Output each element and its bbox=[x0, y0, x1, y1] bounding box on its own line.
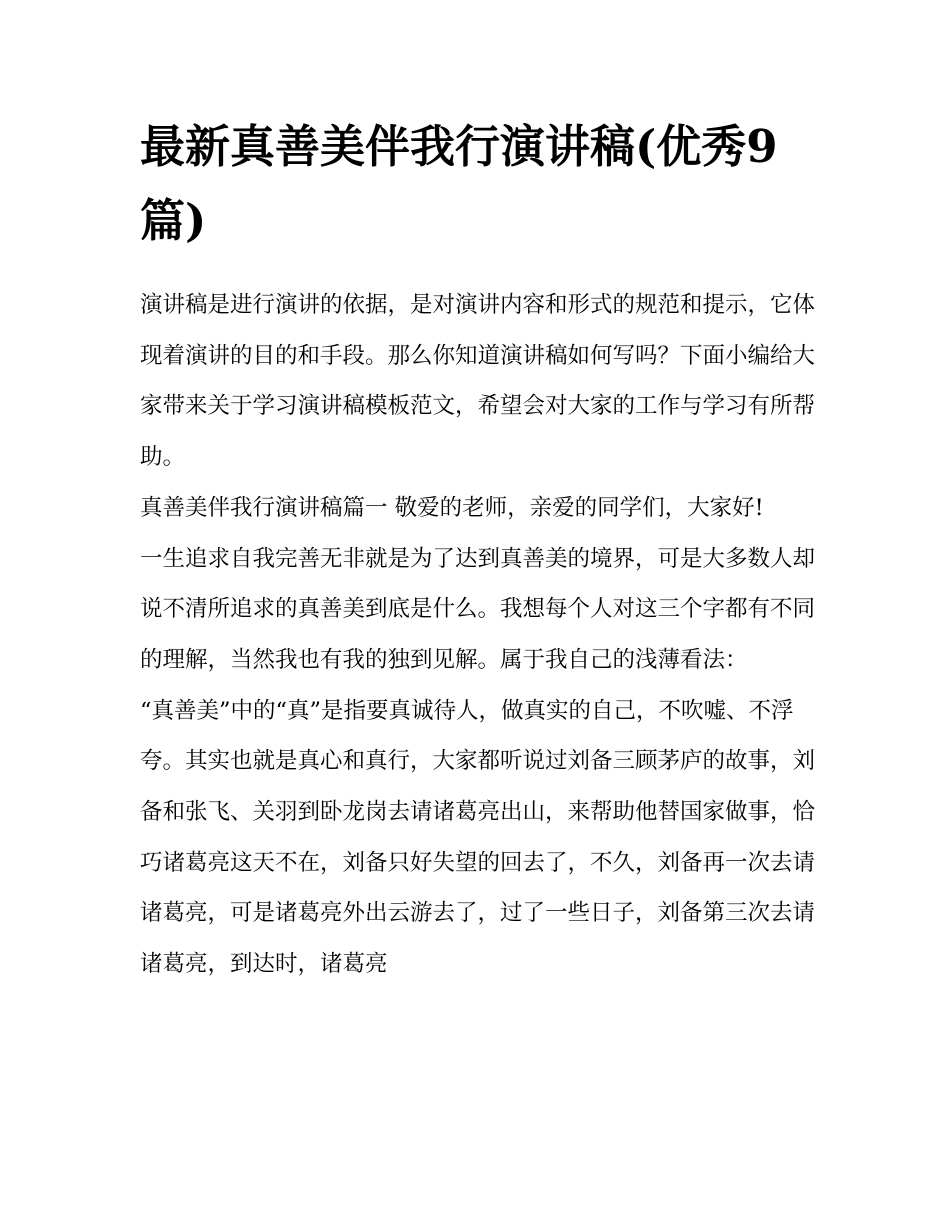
section-heading-paragraph: 真善美伴我行演讲稿篇一 敬爱的老师，亲爱的同学们，大家好! bbox=[140, 494, 764, 521]
body-paragraph: 一生追求自我完善无非就是为了达到真善美的境界，可是大多数人却说不清所追求的真善美到底是什么。我想每个人对这三个字都有不同的理解，当然我也有我的独到见解。属于我自己的浅薄看法： bbox=[140, 545, 816, 673]
body-paragraph: “真善美”中的“真”是指要真诚待人，做真实的自己，不吹嘘、不浮夸。其实也就是真心和真行，大家都听说过刘备三顾茅庐的故事，刘备和张飞、关羽到卧龙岗去请诸葛亮出山，来帮助他替国家做事，恰巧诸葛亮这天不在，刘备只好失望的回去了，不久，刘备再一次去请诸葛亮，可是诸葛亮外出云游去了，过了一些日子，刘备第三次去请诸葛亮，到达时，诸葛亮 bbox=[140, 697, 816, 978]
document-title: 最新真善美伴我行演讲稿(优秀9篇) bbox=[140, 120, 778, 247]
document-page bbox=[140, 110, 820, 990]
intro-paragraph: 演讲稿是进行演讲的依据，是对演讲内容和形式的规范和提示，它体现着演讲的目的和手段。那么你知道演讲稿如何写吗？下面小编给大家带来关于学习演讲稿模板范文，希望会对大家的工作与学习有所帮助。 bbox=[140, 292, 816, 471]
